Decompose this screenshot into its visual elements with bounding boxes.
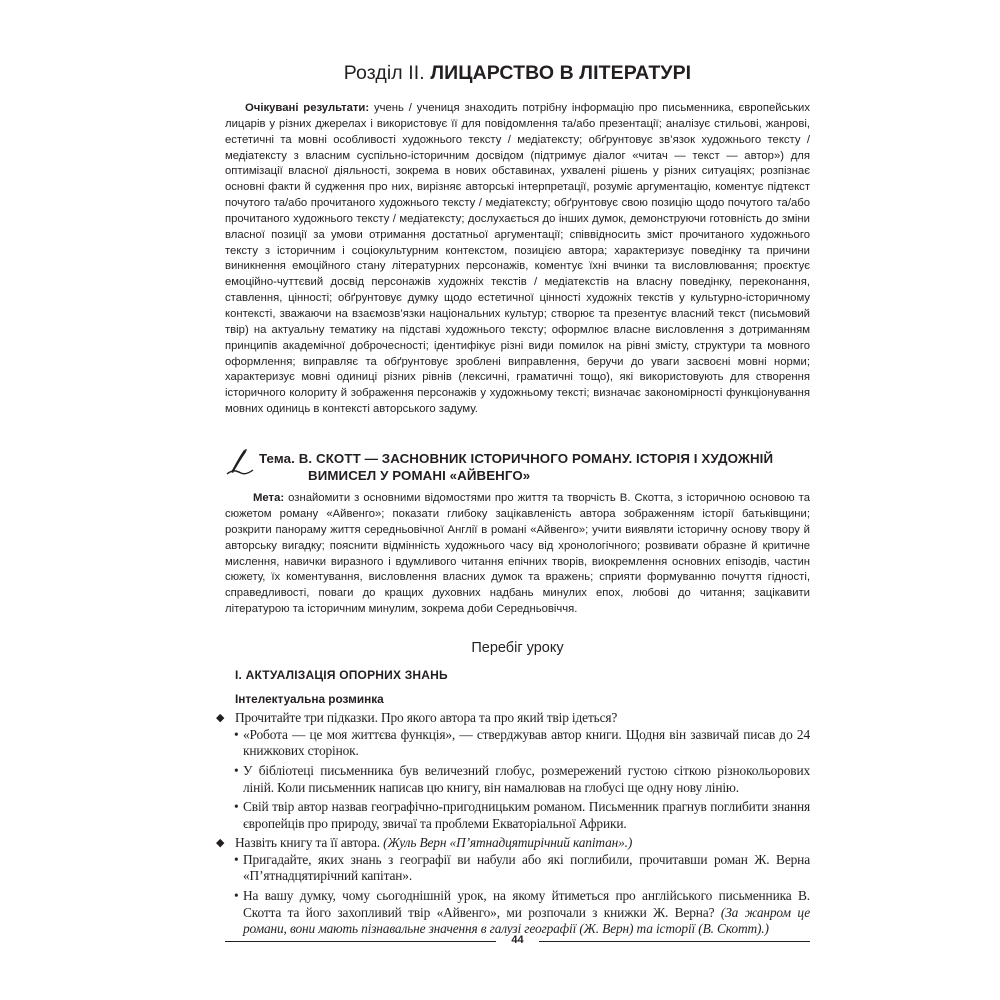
expected-results: [225, 101, 810, 418]
list-item: [225, 727, 810, 760]
question-2-text: Назвіть книгу та її автора.: [235, 835, 380, 851]
page-content: [216, 62, 811, 941]
topic-heading: [259, 450, 773, 484]
list-item-text: «Робота — це моя життєва функція», — стверджував автор книги. Щодня він зазвичай писав до 24 книжкових сторінок.: [243, 726, 810, 759]
list-item-text: У бібліотеці письменника був величезний глобус, розмережений густою сіткою різнокольорових ліній. Коли письменник написав цю книгу, він намалював на глобусі ще одну нову лінію.: [243, 762, 810, 795]
part1-heading: І. АКТУАЛІЗАЦІЯ ОПОРНИХ ЗНАНЬ: [235, 668, 448, 683]
dot-bullet-icon: •: [234, 762, 239, 778]
lesson-goal-text: ознайомити з основними відомостями про життя та творчість В. Скотта, з історичною основою та сюжетом роману «Айвенго»; показати глибоку зацікавленість автора зображенням історії батьківщини; розкрити панораму життя середньовічної Англії в романі «Айвенго»; учити виявляти історичну основу твору й авторську вигадку; пояснити відмінність художнього часу від хронологічного; розвивати образне й критичне мислення, навички виразного і вдумливого читання епічних творів, виокремлення основних епізодів, частин сюжету, їх коментування, висловлення власних думок та вражень; сприяти формуванню почуття гідності, справедливості, поваги до кращих духовних надбань минулих епох, любові до читання; зацікавити літературою та історичним минулим, зокрема доби Середньовіччя.: [225, 491, 810, 616]
list-item: [225, 888, 810, 938]
list-item-text: Пригадайте, яких знань з географії ви набули або які поглибили, прочитавши роман Ж. Верна «П’ятнадцятирічний капітан».: [243, 851, 810, 884]
list-item: [225, 763, 810, 796]
footer-rule-left: [225, 941, 496, 942]
footer-rule-right: [539, 941, 810, 942]
page-footer: [225, 935, 810, 949]
dot-bullet-icon: •: [234, 799, 239, 815]
topic-line2: ВИМИСЕЛ У РОМАНІ «АЙВЕНГО»: [308, 467, 531, 483]
dot-bullet-icon: •: [234, 851, 239, 867]
diamond-bullet-icon: ◆: [216, 837, 225, 850]
section-title-prefix: Розділ ІІ.: [343, 62, 425, 84]
lesson-goal-lead: Мета:: [253, 491, 285, 504]
list-item-text: Свій твір автор назвав географічно-пригодницьким романом. Письменник прагнув поглибити знання європейців про природу, звичаї та проблеми Екваторіальної Африки.: [243, 799, 810, 831]
list-item-text: На вашу думку, чому сьогоднішній урок, на якому йтиметься про англійського письменника В. Скотта та його захопливий твір «Айвенго», ми розпочали з книжки Ж. Верна?: [243, 888, 810, 920]
list-item: [225, 852, 810, 885]
section-title: [225, 62, 810, 85]
section-title-main: ЛИЦАРСТВО В ЛІТЕРАТУРІ: [430, 62, 692, 84]
course-title: Перебіг уроку: [471, 640, 564, 657]
dot-bullet-icon: •: [234, 888, 239, 904]
list-item-answer: (За жанром це романи, вони мають пізнавальне значення в галузі географії (Ж. Верн) та історії (В. Скотт).): [243, 904, 811, 937]
question-2: [216, 835, 810, 852]
question-1-text: Прочитайте три підказки. Про якого автора та про який твір ідеться?: [235, 710, 618, 726]
topic-line1: Тема. В. СКОТТ — ЗАСНОВНИК ІСТОРИЧНОГО РОМАНУ. ІСТОРІЯ І ХУДОЖНІЙ: [259, 450, 774, 466]
expected-results-text: учень / учениця знаходить потрібну інформацію про письменника, європейських лицарів у різних джерелах і використовує її для повідомлення та/або презентації; аналізує стильові, жанрові, естетичні та мовні особливості художнього тексту / медіатексту; обґрунтовує зв’язок художнього тексту / медіатексту з власним суспільно-історичним досвідом (підтримує діалог «читач — текст — автор») для оптимізації власної діяльності, зокрема в нових обставинах, ухвалені рішень у різних ситуаціях; розпізнає основні факти й судження про них, вирізняє авторські інтерпретації, розуміє аргументацію, коментує підтекст почутого та/або прочитаного художнього тексту / медіатексту; обґрунтовує свою позицію щодо почутого та/або прочитаного художнього тексту / медіатексту; дослухається до інших думок, демонструючи готовність до зміни власної позиції за умови отримання достатньої аргументації; співвідносить зміст прочитаного художнього тексту з історичним і соціокультурним контекстом, позицією автора; характеризує поведінку та причини виникнення емоційного стану літературних персонажів, коментує їхні вчинки та висловлювання; проєктує емоційно-чуттєвий досвід персонажів художніх текстів / медіатекстів на власну поведінку, переконання, ставлення, цінності; обґрунтовує думку щодо естетичної цінності художніх текстів у культурно-історичному контексті, зважаючи на взаємозв’язки національних культур; створює та презентує власний текст (письмовий твір) на актуальну тематику на підставі художнього тексту; оформлює власне висловлення з дотриманням принципів академічної доброчесності; ідентифікує різні види помилок на рівні змісту, структури та мовного оформлення; виправляє та обґрунтовує зроблені виправлення, беручи до уваги засвоєні мовні норми; характеризує мовні одиниці різних рівнів (лексичні, граматичні тощо), які використовують для створення історичного колориту й зображення персонажів у художньому тексті; визначає закономірності функціонування мовних одиниць в контексті авторського задуму.: [225, 102, 810, 416]
pen-signature-icon: [225, 447, 255, 477]
lesson-text: [216, 710, 811, 938]
expected-results-lead: Очікувані результати:: [245, 102, 370, 114]
topic-block: [225, 450, 810, 484]
warmup-heading: Інтелектуальна розминка: [235, 692, 384, 707]
question-1: [216, 710, 810, 727]
diamond-bullet-icon: ◆: [216, 712, 225, 725]
list-item: [225, 799, 810, 832]
page-number: 44: [511, 934, 524, 946]
question-2-answer: (Жуль Верн «П’ятнадцятирічний капітан».): [383, 835, 633, 851]
dot-bullet-icon: •: [234, 726, 239, 742]
lesson-goal: [225, 491, 810, 618]
